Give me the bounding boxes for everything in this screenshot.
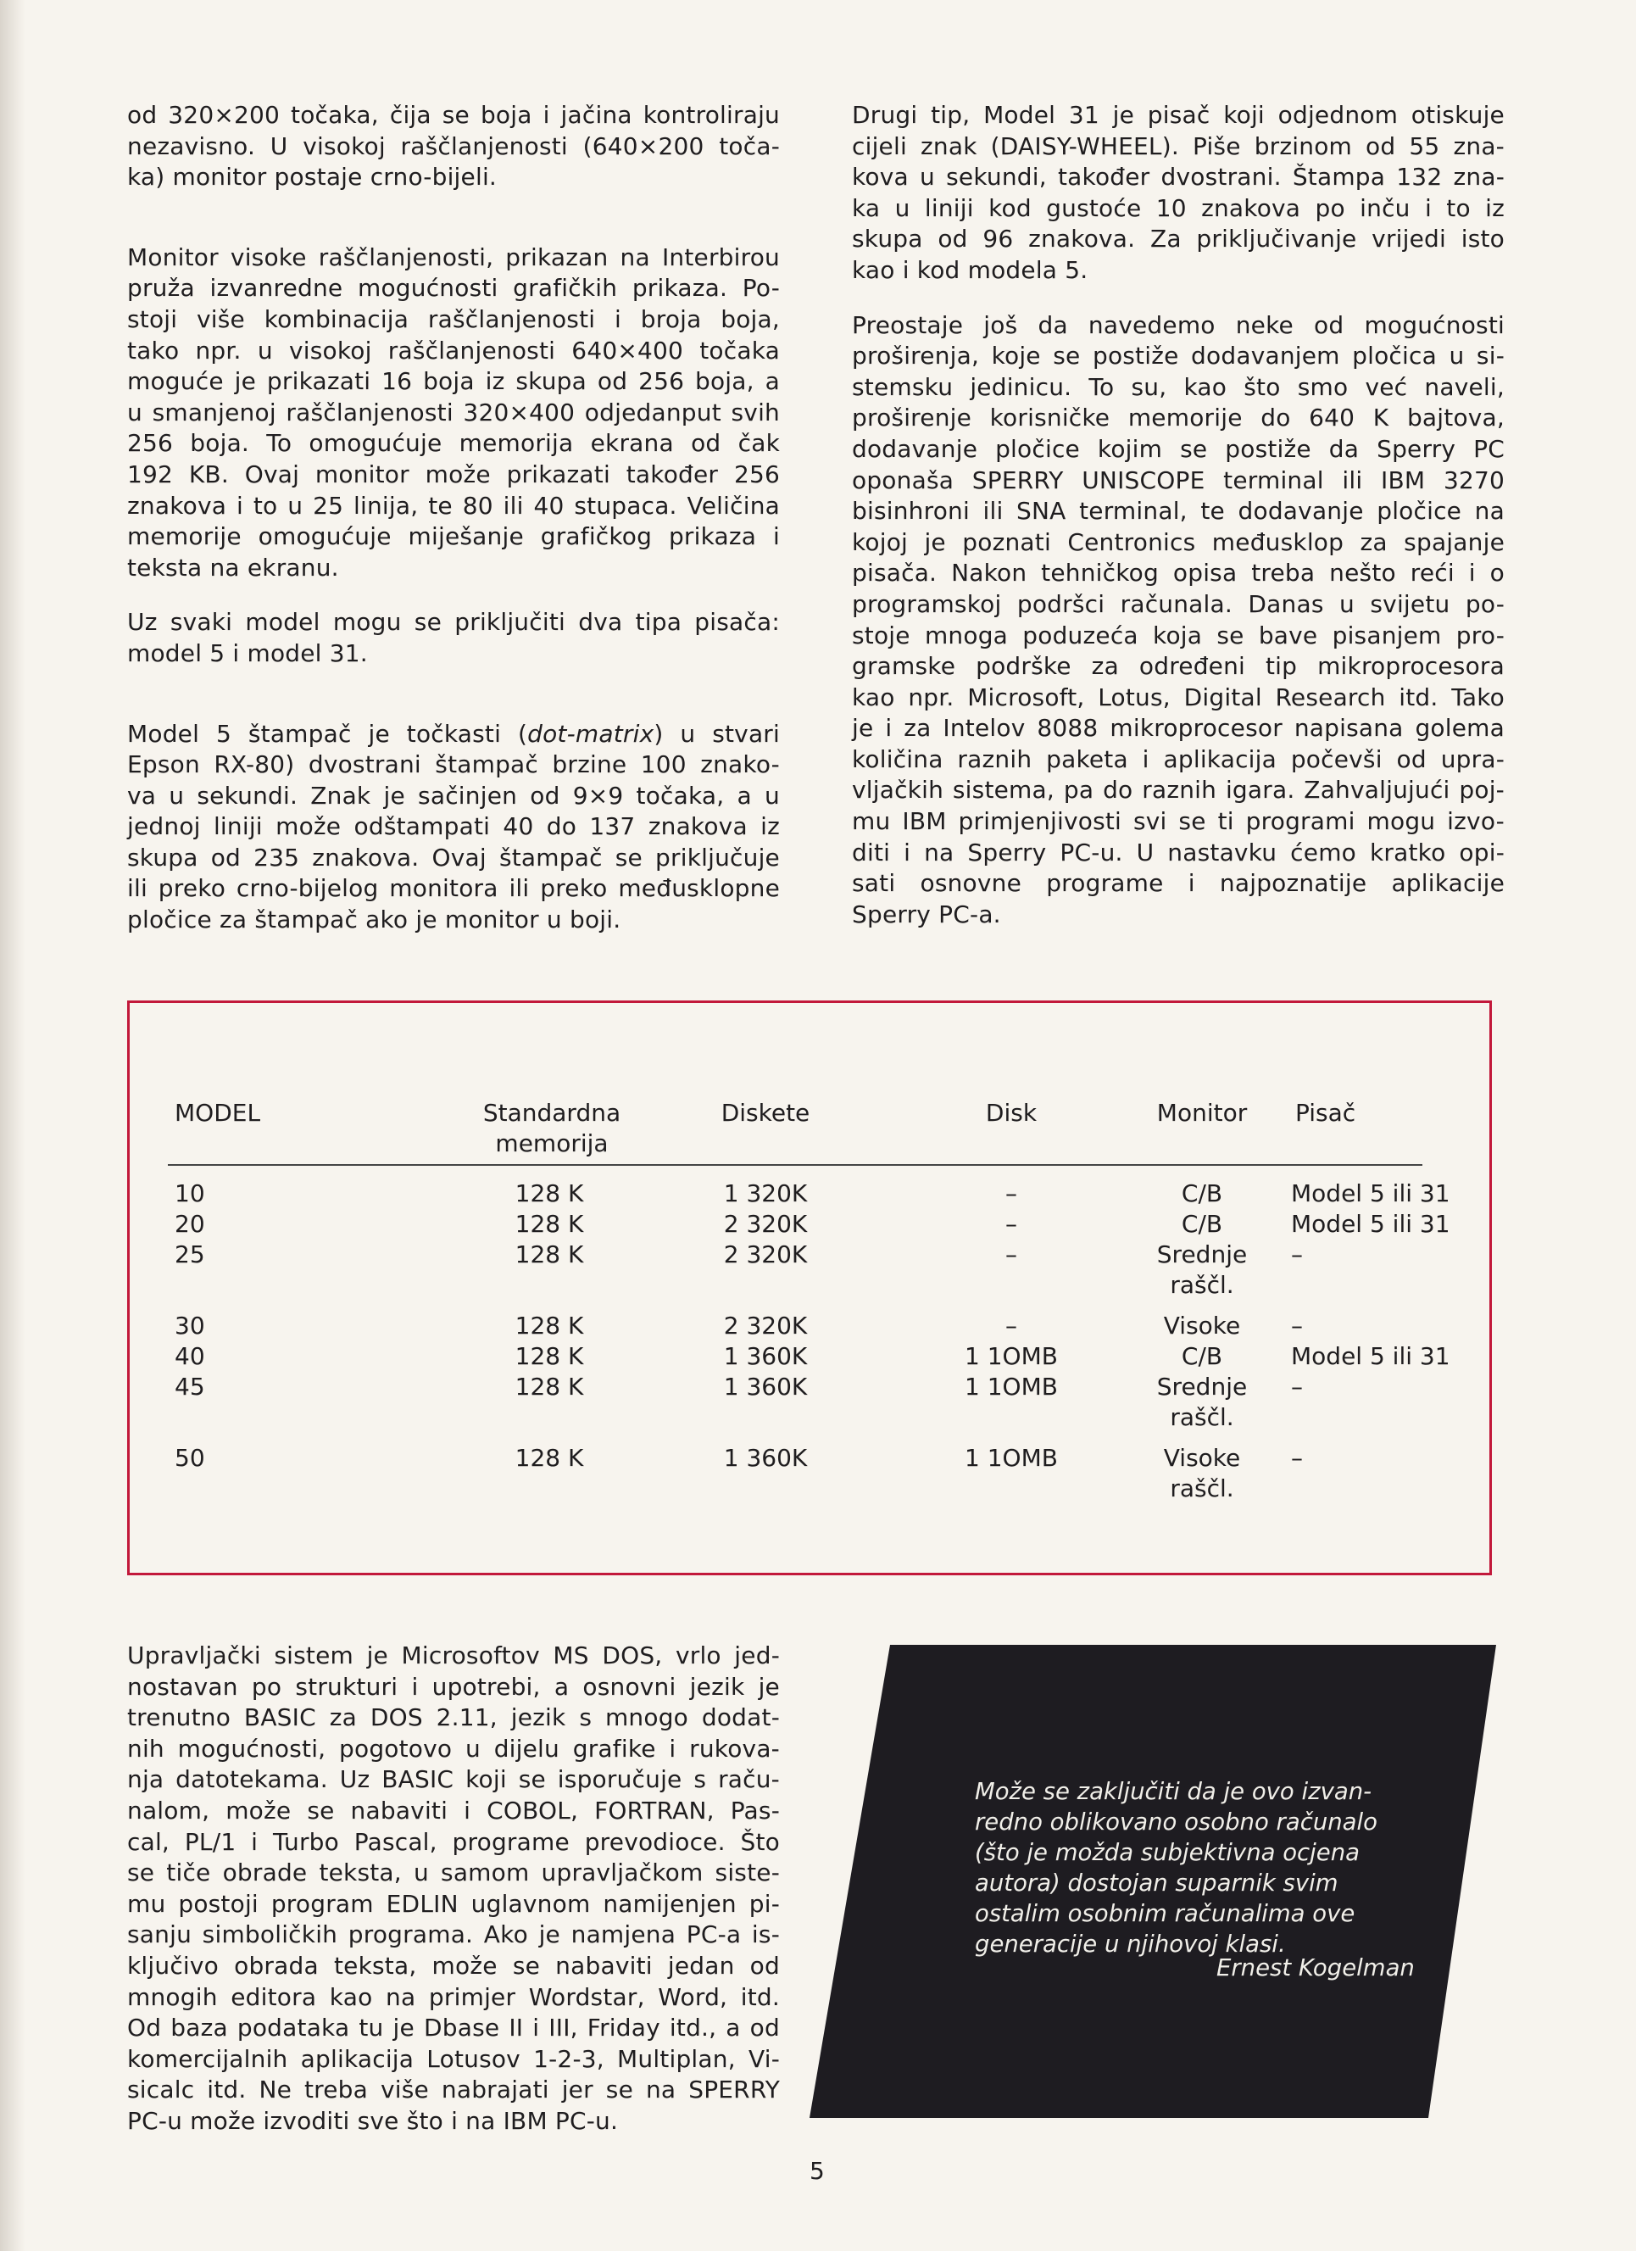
cell-diskettes: 2 320K (723, 1210, 808, 1238)
cell-memory: 128 K (515, 1179, 584, 1207)
cell-memory: 128 K (515, 1312, 584, 1340)
cell-monitor: C/B (1181, 1342, 1223, 1370)
text-line: vljačkih sistema, pa do raznih igara. Zahvaljujući poj- (852, 776, 1505, 805)
text-line: Model 5 štampač je točkasti (dot-matrix) u stvari (127, 719, 781, 748)
text-line: količina raznih paketa i aplikacija počevši od upra- (852, 744, 1505, 773)
text-line: Upravljački sistem je Microsoftov MS DOS, vrlo jed- (127, 1641, 780, 1669)
text-line: stemsku jedinicu. To su, kao što smo već naveli, (852, 372, 1505, 401)
header-monitor: Monitor (1156, 1099, 1248, 1127)
text-line: kova u sekundi, također dvostrani. Štampa 132 zna- (852, 163, 1505, 192)
header-disk: Disk (985, 1099, 1038, 1127)
text-line: Epson RX-80) dvostrani štampač brzine 100 znako- (127, 750, 780, 779)
text-line: jednoj liniji može odštampati 40 do 137 znakova iz (127, 812, 780, 841)
cell-model: 30 (175, 1312, 205, 1340)
text-line: model 5 i model 31. (127, 638, 368, 667)
text-line: Uz svaki model mogu se priključiti dva tipa pisača: (127, 608, 780, 637)
cell-monitor: C/B (1181, 1179, 1223, 1207)
text-line: znakova i to u 25 linija, te 80 ili 40 stupaca. Veličina (127, 491, 780, 520)
cell-disk: – (1005, 1240, 1017, 1268)
cell-memory: 128 K (515, 1342, 584, 1370)
text-line: ka u liniji kod gustoće 10 znakova po inču i to iz (852, 193, 1505, 222)
left-paragraph-4 (127, 719, 780, 936)
cell-printer: Model 5 ili 31 (1291, 1179, 1450, 1207)
text-line: proširenja, koje se postiže dodavanjem pločica u si- (852, 342, 1505, 371)
cell-model: 50 (175, 1444, 205, 1472)
text-line: kojoj je poznati Centronics međusklop za spajanje (852, 527, 1505, 556)
right-paragraph-2 (852, 310, 1505, 931)
cell-printer: – (1291, 1312, 1303, 1340)
text-line: se tiče obrade teksta, u samom upravljačkom siste- (127, 1858, 780, 1887)
text-line: kao i kod modela 5. (852, 255, 1088, 284)
cell-diskettes: 1 360K (723, 1342, 808, 1370)
cell-model: 10 (175, 1179, 205, 1207)
quote-text: Može se zaključiti da je ovo izvan- redno oblikovano osobno računalo (što je možda subjektivna ocjena autora) dostojan suparnik svim ostalim osobnim računalima ove generacije u njihovoj klasi. (975, 1778, 1377, 1958)
cell-monitor: Srednje raščl. (1156, 1373, 1248, 1431)
text-line: teksta na ekranu. (127, 553, 339, 582)
cell-printer: – (1291, 1444, 1303, 1472)
text-line: Preostaje još da navedemo neke od mogućnosti (852, 310, 1505, 339)
cell-diskettes: 2 320K (723, 1312, 808, 1340)
text-line: u smanjenoj raščlanjenosti 320×400 odjedanput svih (127, 398, 780, 426)
text-line: je i za Intelov 8088 mikroprocesor napisana golema (852, 714, 1505, 743)
text-line: nih mogućnosti, pogotovo u dijelu grafike i rukova- (127, 1734, 780, 1763)
text-line: dodavanje pločice kojim se postiže da Sperry PC (852, 434, 1505, 463)
italic-term: dot-matrix (527, 719, 654, 748)
text-line: sati osnovne programe i najpoznatije aplikacije (852, 869, 1505, 898)
left-paragraph-2 (127, 242, 780, 584)
text-line: proširenje korisničke memorije do 640 K bajtova, (852, 404, 1505, 432)
cell-printer: – (1291, 1373, 1303, 1401)
text-line: mu IBM primjenjivosti svi se ti programi mogu izvo- (852, 807, 1505, 836)
quote-box (810, 1645, 1496, 2120)
right-column (852, 100, 1505, 930)
text-line: pločice za štampač ako je monitor u boji. (127, 906, 621, 934)
table-row (130, 1311, 1489, 1341)
cell-memory: 128 K (515, 1240, 584, 1268)
cell-disk: – (1005, 1312, 1017, 1340)
cell-disk: – (1005, 1210, 1017, 1238)
text-line: Od baza podataka tu je Dbase II i III, Friday itd., a od (127, 2014, 780, 2042)
table-row (130, 1372, 1489, 1443)
page-number: 5 (810, 2157, 825, 2185)
cell-disk: 1 1OMB (965, 1373, 1058, 1401)
text-line: PC-u može izvoditi sve što i na IBM PC-u. (127, 2106, 619, 2135)
quote-author: Ernest Kogelman (1216, 1954, 1415, 1981)
text-line: sanju simboličkih programa. Ako je namjena PC-a is- (127, 1920, 780, 1949)
header-model: MODEL (175, 1099, 261, 1127)
cell-diskettes: 2 320K (723, 1240, 808, 1268)
cell-printer: Model 5 ili 31 (1291, 1342, 1450, 1370)
cell-model: 45 (175, 1373, 205, 1401)
text-line: mu postoji program EDLIN uglavnom namijenjen pi- (127, 1889, 780, 1918)
cell-memory: 128 K (515, 1210, 584, 1238)
model-spec-table (127, 1000, 1492, 1575)
text-line: ili preko crno-bijelog monitora ili preko međusklopne (127, 874, 780, 903)
cell-memory: 128 K (515, 1444, 584, 1472)
page-bottom-edge (0, 2251, 1636, 2268)
text-line: ključivo obrada teksta, može se nabaviti jedan od (127, 1951, 780, 1980)
text-line: Monitor visoke raščlanjenosti, prikazan na Interbirou (127, 242, 780, 271)
cell-model: 20 (175, 1210, 205, 1238)
cell-printer: Model 5 ili 31 (1291, 1210, 1450, 1238)
header-diskettes: Diskete (721, 1099, 810, 1127)
text-line: 256 boja. To omogućuje memorija ekrana od čak (127, 429, 780, 458)
left-column (127, 100, 780, 936)
text-line: cal, PL/1 i Turbo Pascal, programe prevodioce. Što (127, 1827, 780, 1856)
text-line: sicalc itd. Ne treba više nabrajati jer se na SPERRY (127, 2076, 780, 2104)
text-line: va u sekundi. Znak je sačinjen od 9×9 točaka, a u (127, 781, 780, 810)
cell-monitor: Srednje raščl. (1156, 1240, 1248, 1299)
cell-disk: – (1005, 1179, 1017, 1207)
cell-monitor: Visoke (1163, 1312, 1241, 1340)
cell-diskettes: 1 360K (723, 1373, 808, 1401)
text-line: skupa od 96 znakova. Za priključivanje vrijedi isto (852, 225, 1505, 254)
text-line: Sperry PC-a. (852, 900, 1001, 928)
header-divider (168, 1164, 1422, 1166)
cell-memory: 128 K (515, 1373, 584, 1401)
text-line: trenutno BASIC za DOS 2.11, jezik s mnogo dodat- (127, 1703, 780, 1732)
table-body (130, 1179, 1489, 1504)
left-paragraph-1 (127, 100, 780, 193)
text-line: komercijalnih aplikacija Lotusov 1-2-3, Multiplan, Vi- (127, 2044, 780, 2073)
text-line: ka) monitor postaje crno-bijeli. (127, 163, 498, 192)
text-line: stoji više kombinacija raščlanjenosti i broja boja, (127, 304, 780, 333)
text-line: nostavan po strukturi i upotrebi, a osnovni jezik je (127, 1672, 780, 1701)
text-line: skupa od 235 znakova. Ovaj štampač se priključuje (127, 843, 780, 872)
cell-printer: – (1291, 1240, 1303, 1268)
table-row (130, 1341, 1489, 1372)
cell-disk: 1 1OMB (965, 1444, 1058, 1472)
cell-diskettes: 1 360K (723, 1444, 808, 1472)
text-line: nezavisno. U visokoj raščlanjenosti (640×200 toča- (127, 131, 780, 160)
table-row (130, 1443, 1489, 1504)
text-line: stoje mnoga poduzeća koja se bave pisanjem pro- (852, 621, 1505, 649)
text-line: pruža izvanredne mogućnosti grafičkih prikaza. Po- (127, 274, 780, 303)
text-line: memorije omogućuje miješanje grafičkog prikaza i (127, 522, 780, 551)
text-line: nalom, može se nabaviti i COBOL, FORTRAN, Pas- (127, 1796, 780, 1825)
cell-monitor: Visoke raščl. (1163, 1444, 1241, 1502)
header-printer: Pisač (1295, 1099, 1356, 1127)
cell-model: 25 (175, 1240, 205, 1268)
text-line: mnogih editora kao na primjer Wordstar, Word, itd. (127, 1982, 780, 2011)
cell-model: 40 (175, 1342, 205, 1370)
text-line: gramske podrške za određeni tip mikroprocesora (852, 652, 1505, 681)
text-line: Drugi tip, Model 31 je pisač koji odjednom otiskuje (852, 101, 1505, 129)
text-line: cijeli znak (DAISY-WHEEL). Piše brzinom od 55 zna- (852, 131, 1505, 160)
page-binding-edge (0, 0, 25, 2268)
text-line: pisača. Nakon tehničkog opisa treba nešto reći i o (852, 559, 1505, 588)
text-line: moguće je prikazati 16 boja iz skupa od 256 boja, a (127, 367, 780, 396)
cell-disk: 1 1OMB (965, 1342, 1058, 1370)
text-line: nja datotekama. Uz BASIC koji se isporučuje s raču- (127, 1765, 780, 1794)
text-line: od 320×200 točaka, čija se boja i jačina kontroliraju (127, 101, 780, 129)
bottom-column (127, 1641, 780, 2137)
cell-diskettes: 1 320K (723, 1179, 808, 1207)
text-line: programskoj podršci računala. Danas u svijetu po- (852, 589, 1505, 618)
left-paragraph-3 (127, 607, 780, 669)
text-line: diti i na Sperry PC-u. U nastavku ćemo kratko opi- (852, 838, 1505, 867)
text-line: kao npr. Microsoft, Lotus, Digital Research itd. Tako (852, 683, 1505, 711)
text-line: tako npr. u visokoj raščlanjenosti 640×400 točaka (127, 336, 780, 365)
right-paragraph-1 (852, 100, 1505, 287)
text-line: oponaša SPERRY UNISCOPE terminal ili IBM 3270 (852, 465, 1505, 494)
cell-monitor: C/B (1181, 1210, 1223, 1238)
table-row (130, 1240, 1489, 1311)
table-row (130, 1209, 1489, 1240)
header-standard-memory: Standardna memorija (482, 1099, 621, 1157)
text-line: 192 KB. Ovaj monitor može prikazati također 256 (127, 460, 780, 488)
text-line: bisinhroni ili SNA terminal, te dodavanje pločice na (852, 497, 1505, 526)
table-row (130, 1179, 1489, 1209)
